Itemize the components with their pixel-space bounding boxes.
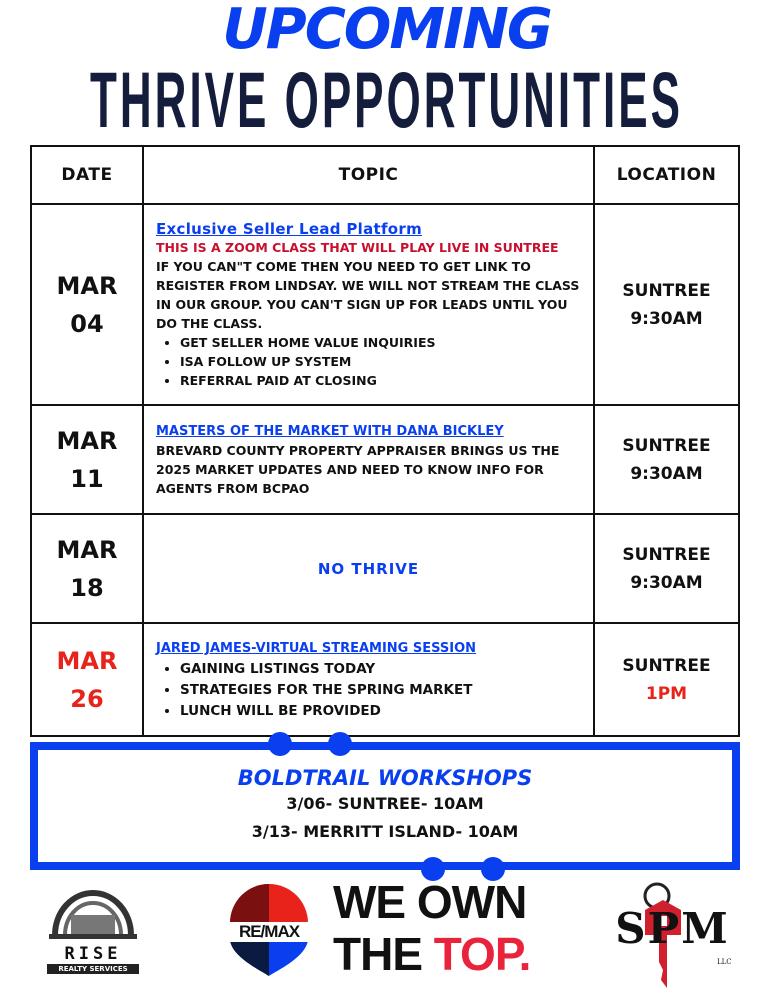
workshops-title: BOLDTRAIL WORKSHOPS <box>237 766 533 790</box>
table-row <box>31 623 739 736</box>
schedule-table <box>30 145 740 737</box>
table-row <box>31 405 739 514</box>
topic-desc: BREVARD COUNTY PROPERTY APPRAISER BRINGS US THE 2025 MARKET UPDATES AND NEED TO KNOW INFO FOR AGENTS FROM BCPAO <box>156 442 560 496</box>
topic-bullets: • GAINING LISTINGS TODAY • STRATEGIES FOR THE SPRING MARKET • LUNCH WILL BE PROVIDED <box>156 659 581 722</box>
header-location: LOCATION <box>594 146 739 204</box>
location-cell: SUNTREE 9:30AM <box>594 204 739 405</box>
topic-cell <box>143 405 594 514</box>
rise-logo: RISE REALTY SERVICES <box>47 880 139 975</box>
remax-balloon-logo: RE/MAX <box>228 882 310 977</box>
location-cell: SUNTREE 9:30AM <box>594 514 739 623</box>
workshop-item: 3/06- SUNTREE- 10AM <box>286 794 484 813</box>
boldtrail-workshops-box <box>30 742 740 870</box>
date-cell: MAR 04 <box>31 204 143 405</box>
table-row <box>31 514 739 623</box>
table-header <box>31 146 739 204</box>
title-upcoming: UPCOMING <box>222 0 551 62</box>
date-cell: MAR 26 <box>31 623 143 736</box>
decor-dot <box>328 732 352 756</box>
topic-bullets: • GET SELLER HOME VALUE INQUIRIES • ISA FOLLOW UP SYSTEM • REFERRAL PAID AT CLOSING <box>156 333 581 390</box>
spm-logo: SPM LLC <box>605 880 740 990</box>
header-topic: TOPIC <box>143 146 594 204</box>
topic-link[interactable]: JARED JAMES-VIRTUAL STREAMING SESSION <box>156 640 477 656</box>
title-thrive-opportunities: THRIVE OPPORTUNITIES <box>90 56 683 145</box>
topic-desc: IF YOU CAN"T COME THEN YOU NEED TO GET LINK TO REGISTER FROM LINDSAY. WE WILL NOT STREAM THE CLASS IN OUR GROUP. YOU CAN'T SIGN UP FOR LEADS UNTIL YOU DO THE CLASS. <box>156 258 580 331</box>
topic-cell <box>143 623 594 736</box>
topic-note: THIS IS A ZOOM CLASS THAT WILL PLAY LIVE IN SUNTREE <box>156 239 559 255</box>
date-cell: MAR 18 <box>31 514 143 623</box>
decor-dot <box>268 732 292 756</box>
table-row <box>31 204 739 405</box>
location-cell: SUNTREE 9:30AM <box>594 405 739 514</box>
topic-link[interactable]: MASTERS OF THE MARKET WITH DANA BICKLEY <box>156 423 504 439</box>
slogan: WE OWN THE TOP. <box>333 876 531 980</box>
location-cell: SUNTREE 1PM <box>594 623 739 736</box>
header-date: DATE <box>31 146 143 204</box>
topic-link[interactable]: Exclusive Seller Lead Platform <box>156 219 423 238</box>
workshop-item: 3/13- MERRITT ISLAND- 10AM <box>251 822 519 841</box>
topic-cell <box>143 204 594 405</box>
no-thrive-label: NO THRIVE <box>143 514 594 623</box>
date-cell: MAR 11 <box>31 405 143 514</box>
